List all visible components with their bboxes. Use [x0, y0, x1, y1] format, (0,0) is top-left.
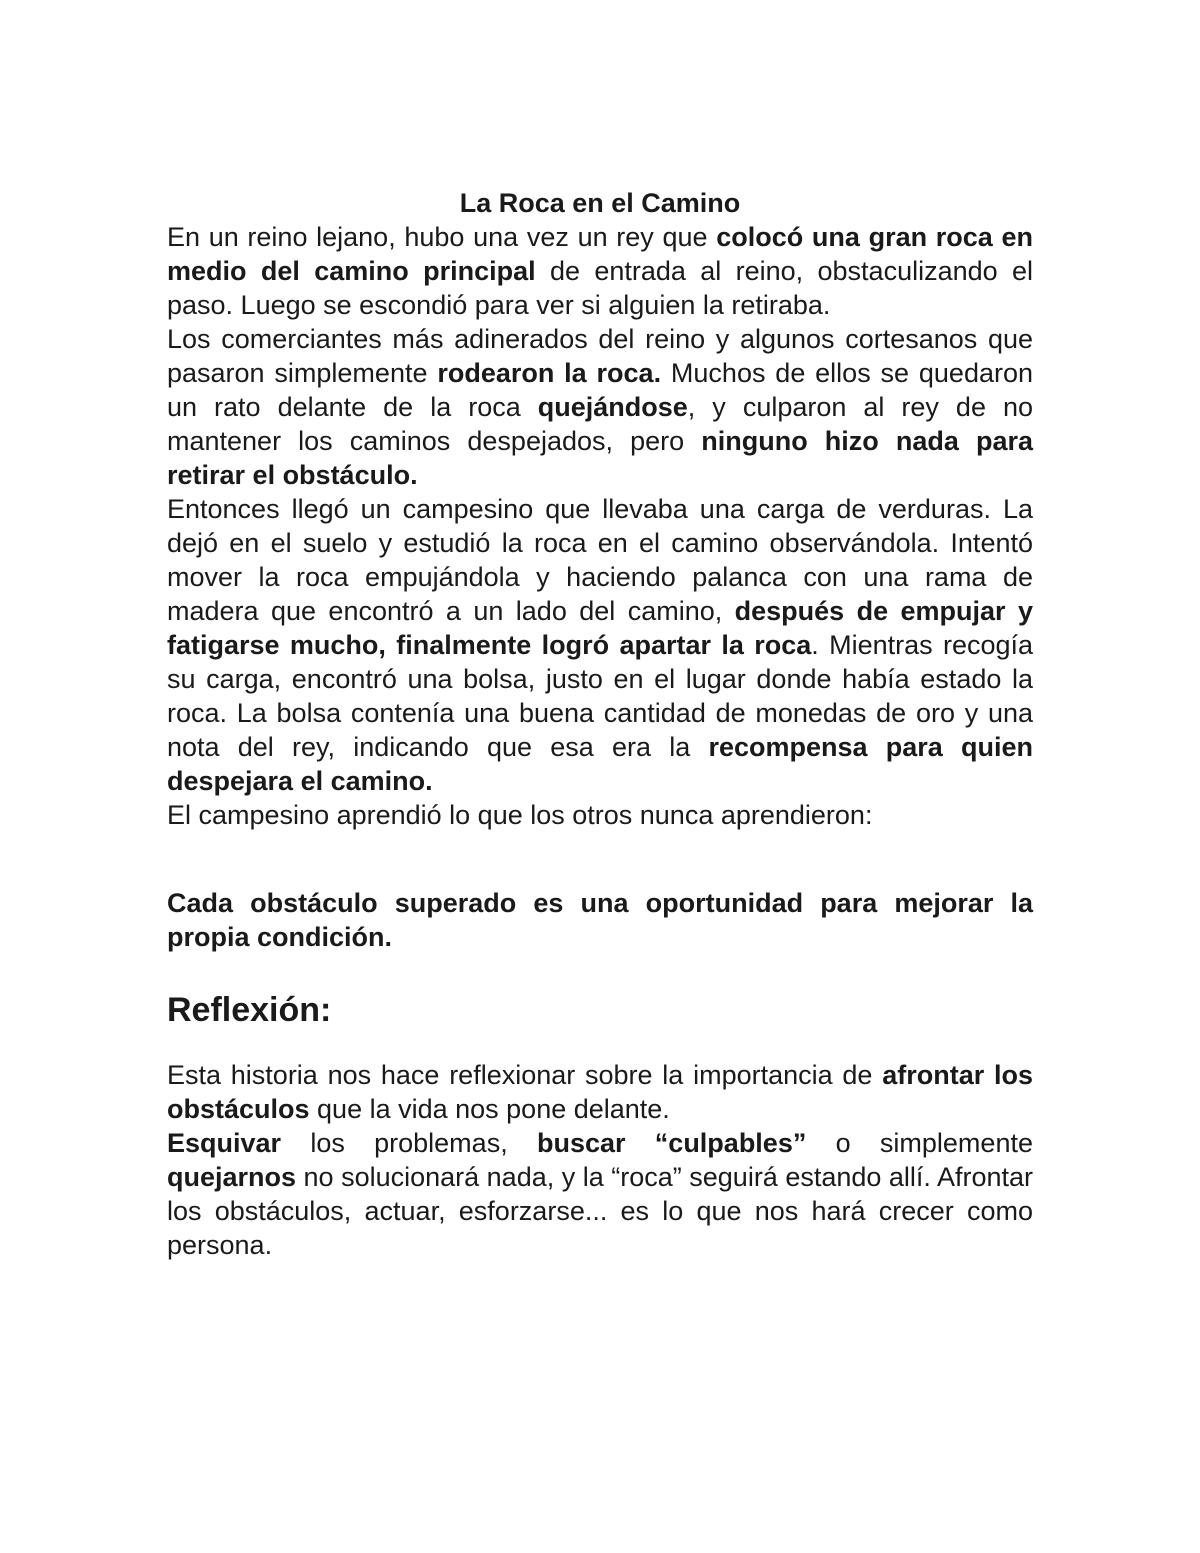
moral-statement: Cada obstáculo superado es una oportunidad para mejorar la propia condición.: [167, 888, 1033, 952]
text-run: los problemas,: [281, 1128, 537, 1158]
text-run: Esta historia nos hace reflexionar sobre la importancia de: [167, 1060, 883, 1090]
text-run: Los comerciantes más adinerados del reino y algunos cortesanos que pasaron simplemente: [167, 324, 1033, 388]
text-run: Entonces llegó un campesino que llevaba una carga de verduras. La dejó en el suelo y estudió la roca en el camino observándola. Intentó mover la roca empujándola y haciendo palanca con una rama de madera que encontró a un lado del camino,: [167, 494, 1033, 626]
bold-run: Esquivar: [167, 1128, 282, 1158]
text-run: . Mientras recogía su carga, encontró una bolsa, justo en el lugar donde había estado la roca. La bolsa contenía una buena cantidad de monedas de oro y una nota del rey, indicando que esa era la: [167, 630, 1034, 762]
paragraph-peasant: [167, 492, 1033, 798]
text-run: [626, 1128, 655, 1158]
bold-run: quejarnos: [167, 1162, 297, 1192]
text-run: Muchos de ellos se quedaron un rato delante de la roca: [167, 358, 1033, 422]
paragraph-merchants: [167, 322, 1033, 492]
text-run: o simplemente: [806, 1128, 1033, 1158]
paragraph-reflection-2: [167, 1126, 1033, 1262]
bold-run: después de empujar y fatigarse mucho, finalmente logró apartar la roca: [167, 596, 1033, 660]
text-run: de entrada al reino, obstaculizando el paso. Luego se escondió para ver si alguien la retiraba.: [167, 256, 1034, 320]
bold-run: rodearon la roca.: [437, 358, 662, 388]
text-run: no solucionará nada, y la “roca” seguirá estando allí. Afrontar los obstáculos, actuar, esforzarse... es lo que nos hará crecer como persona.: [167, 1162, 1033, 1260]
paragraph-reflection-1: [167, 1058, 1033, 1126]
bold-run: colocó una gran roca en medio del camino principal: [167, 222, 1033, 286]
paragraph-intro: [167, 220, 1033, 322]
bold-run: recompensa para quien despejara el camino.: [167, 732, 1034, 796]
bold-run: quejándose: [537, 392, 688, 422]
text-run: En un reino lejano, hubo una vez un rey que: [167, 222, 717, 252]
bold-run: afrontar los obstáculos: [167, 1060, 1033, 1124]
text-run: que la vida nos pone delante.: [309, 1094, 670, 1124]
bold-run: buscar: [536, 1128, 626, 1158]
text-run: , y culparon al rey de no mantener los caminos despejados, pero: [167, 392, 1034, 456]
bold-run: ninguno hizo nada para retirar el obstáculo.: [167, 426, 1034, 490]
reflexion-heading: Reflexión:: [167, 991, 332, 1029]
document-title: La Roca en el Camino: [459, 188, 741, 218]
document-body: [167, 186, 1033, 1262]
paragraph-lesson-intro: El campesino aprendió lo que los otros nunca aprendieron:: [167, 800, 873, 830]
bold-run: “culpables”: [654, 1128, 807, 1158]
